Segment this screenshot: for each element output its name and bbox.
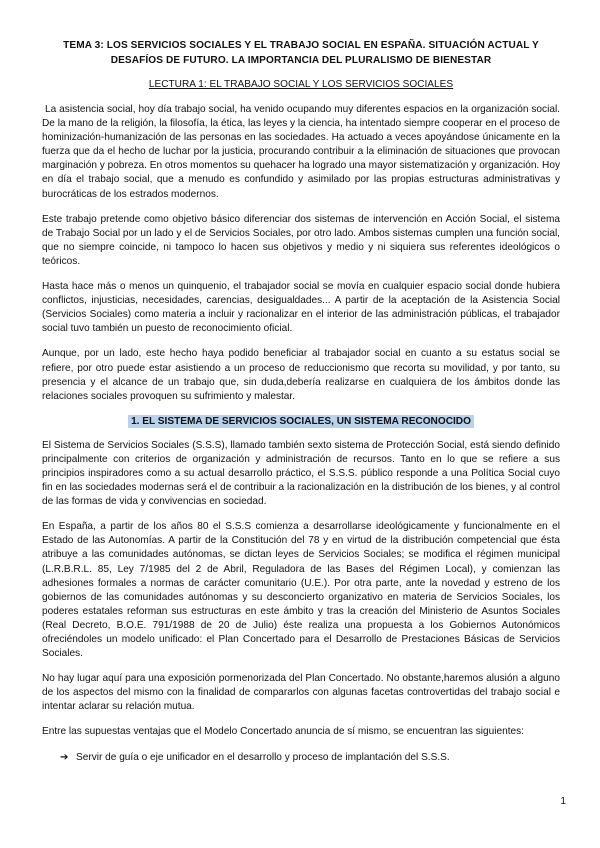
- lecture-title: LECTURA 1: EL TRABAJO SOCIAL Y LOS SERVICIOS SOCIALES: [148, 79, 454, 90]
- section-heading-text: 1. EL SISTEMA DE SERVICIOS SOCIALES, UN SISTEMA RECONOCIDO: [128, 415, 474, 428]
- paragraph-intro-1: La asistencia social, hoy día trabajo social, ha venido ocupando muy diferentes espacios en la organización social. De la mano de la religión, la filosofía, la ética, las leyes y la ciencia, ha intentado siempre cooperar en el proceso de hominización-humanización de las personas en las sociedades. Ha actuado a veces apoyándose únicamente en la fuerza que da el hecho de luchar por la justicia, procurando contribuir a la eliminación de situaciones que provocan marginación y pobreza. En otros momentos su quehacer ha logrado una mayor sistematización y organización. Hoy en día el trabajo social, que a menudo es confundido y asimilado por las propias estructuras administrativas y burocráticas de los estrados modernos.: [42, 104, 560, 200]
- paragraph-section-4: Entre las supuestas ventajas que el Modelo Concertado anuncia de sí mismo, se encuentran las siguientes:: [42, 726, 524, 738]
- paragraph-section-2: En España, a partir de los años 80 el S.S.S comienza a desarrollarse ideológicamente y funcionalmente en el Estado de las Autonomías. A partir de la Constitución del 78 y en virtud de la distribución competencial que ésta atribuye a las comunidades autónomas, se dictan leyes de Servicios Sociales; se modifica el régimen municipal (L.R.B.R.L. 85, Ley 7/1985 del 2 de Abril, Reguladora de las Bases del Régimen Local), y comienzan las adhesiones formales a normas de carácter comunitario (U.E.). Por otra parte, ante la novedad y estreno de los gobiernos de las comunidades autónomas y su desconcierto organizativo en materia de Servicios Sociales, los poderes estatales reforman sus estructuras en este ámbito y tras la creación del Ministerio de Asuntos Sociales (Real Decreto, B.O.E. 791/1988 de 20 de Julio) éste realiza una propuesta a los Gobiernos Autonómicos ofreciéndoles un modelo unificado: el Plan Concertado para el Desarrollo de Prestaciones Básicas de Servicios Sociales.: [42, 521, 560, 660]
- paragraph-section-3: No hay lugar aquí para una exposición pormenorizada del Plan Concertado. No obstante,haremos alusión a alguno de los aspectos del mismo con la finalidad de compararlos con algunas facetas controvertidas del trabajo social e intentar aclarar su relación mutua.: [42, 673, 560, 713]
- paragraph-section-1: El Sistema de Servicios Sociales (S.S.S), llamado también sexto sistema de Protección Social, está siendo definido principalmente con criterios de organización y administración de recursos. Tanto en lo que se refiere a sus principios inspiradores como a su actual desarrollo práctico, el S.S.S. público responde a una Política Social cuyo fin en las sociedades modernas será el de contribuir a la racionalización en la distribución de los bienes, y al control de las formas de vida y convivencias en sociedad.: [42, 439, 560, 508]
- paragraph-intro-4: Aunque, por un lado, este hecho haya podido beneficiar al trabajador social en cuanto a su estatus social se refiere, por otro puede estar asistiendo a un proceso de reduccionismo que recorta su movilidad, y por tanto, su presencia y el alcance de un trabajo que, sin duda,debería realizarse en cualquiera de los ámbitos donde las relaciones sociales provoquen su sufrimiento y malestar.: [42, 348, 560, 402]
- arrow-right-icon: ➔: [60, 751, 69, 763]
- document-title: TEMA 3: LOS SERVICIOS SOCIALES Y EL TRABAJO SOCIAL EN ESPAÑA. SITUACIÓN ACTUAL Y DESAFÍOS DE FUTURO. LA IMPORTANCIA DEL PLURALISMO DE BIENESTAR: [63, 40, 539, 66]
- paragraph-intro-2: Este trabajo pretende como objetivo básico diferenciar dos sistemas de intervención en Acción Social, el sistema de Trabajo Social por un lado y el de Servicios Sociales, por otro lado. Ambos sistemas cumplen una función social, que no siempre coincide, ni tampoco lo hacen sus objetivos y medio y ni siquiera sus referentes ideológicos o teóricos.: [42, 213, 560, 267]
- paragraph-intro-3: Hasta hace más o menos un quinquenio, el trabajador social se movía en cualquier espacio social donde hubiera conflictos, injusticias, necesidades, carencias, desigualdades... A partir de la aceptación de la Asistencia Social (Servicios Sociales) como materia a incluir y racionalizar en el interior de las administración públicas, el trabajador social tuvo también un puesto de reconocimiento oficial.: [42, 281, 560, 335]
- page-number: 1: [560, 796, 566, 807]
- bullet-text: Servir de guía o eje unificador en el desarrollo y proceso de implantación del S.S.S.: [76, 751, 450, 763]
- bullet-item: [60, 751, 560, 765]
- section-heading: [42, 415, 560, 429]
